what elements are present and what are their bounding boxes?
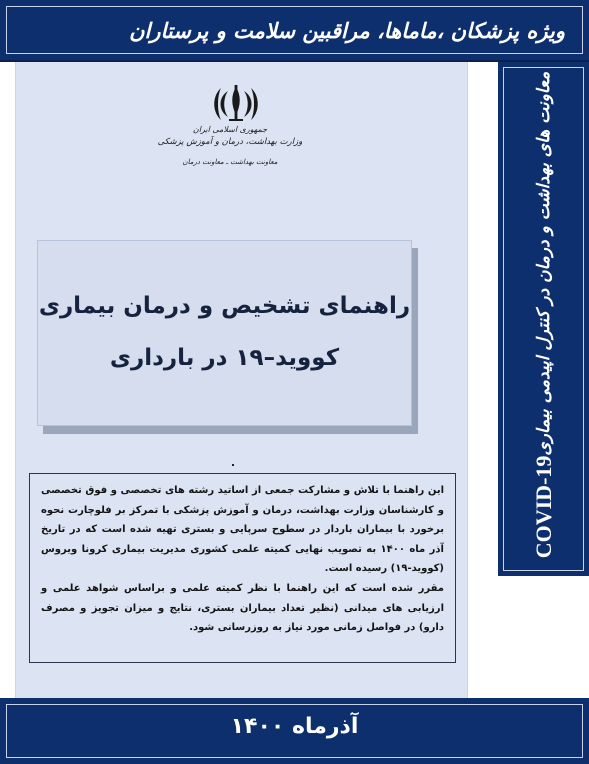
side-band-text bbox=[509, 70, 579, 570]
ministry-block bbox=[150, 124, 310, 168]
side-band-covid-label: COVID-19 bbox=[531, 455, 556, 559]
ministry-name: وزارت بهداشت، درمان و آموزش پزشکی bbox=[157, 137, 303, 147]
header-band bbox=[0, 0, 589, 62]
audience-title: ویژه پزشکان ،ماماها، مراقبین سلامت و پرستاران bbox=[129, 18, 565, 43]
iran-emblem-icon bbox=[209, 84, 263, 124]
main-title-line2: کووید–۱۹ در بارداری bbox=[109, 345, 340, 371]
deputy-name: معاونت بهداشت ـ معاونت درمان bbox=[182, 158, 278, 166]
divider-dot bbox=[232, 464, 234, 466]
footer-band bbox=[0, 698, 589, 764]
side-band bbox=[498, 62, 589, 576]
publication-date: آذرماه ۱۴۰۰ bbox=[230, 714, 359, 739]
description-box bbox=[29, 473, 456, 663]
side-band-persian-text: معاونت های بهداشت و درمان در کنترل اپیدمی بیماری bbox=[534, 71, 554, 456]
country-name: جمهوری اسلامی ایران bbox=[192, 125, 268, 134]
description-paragraph-1: این راهنما با تلاش و مشارکت جمعی از اساتید رشته های تخصصی و فوق تخصصی و کارشناسان وزارت بهداشت، درمان و آموزش پزشکی با تمرکز بر فلوچارت نحوه برخورد با بیماران باردار در سطوح سرپایی و بستری تهیه شده است که در تاریخ آذر ماه ۱۴۰۰ به تصویب نهایی کمیته علمی کشوری مدیریت بیماری کرونا ویروس (کووید-۱۹) رسیده است. bbox=[41, 485, 444, 575]
title-box bbox=[37, 240, 412, 426]
main-title-line1: راهنمای تشخیص و درمان بیماری bbox=[38, 293, 411, 319]
description-paragraph-2: مقرر شده است که این راهنما با نظر کمیته علمی و براساس شواهد علمی و ارزیابی های میدانی (نظیر تعداد بیماران بستری، نتایج و میزان تجویز و مصرف دارو) در فواصل زمانی مورد نیاز به روزرسانی شود. bbox=[41, 582, 444, 634]
